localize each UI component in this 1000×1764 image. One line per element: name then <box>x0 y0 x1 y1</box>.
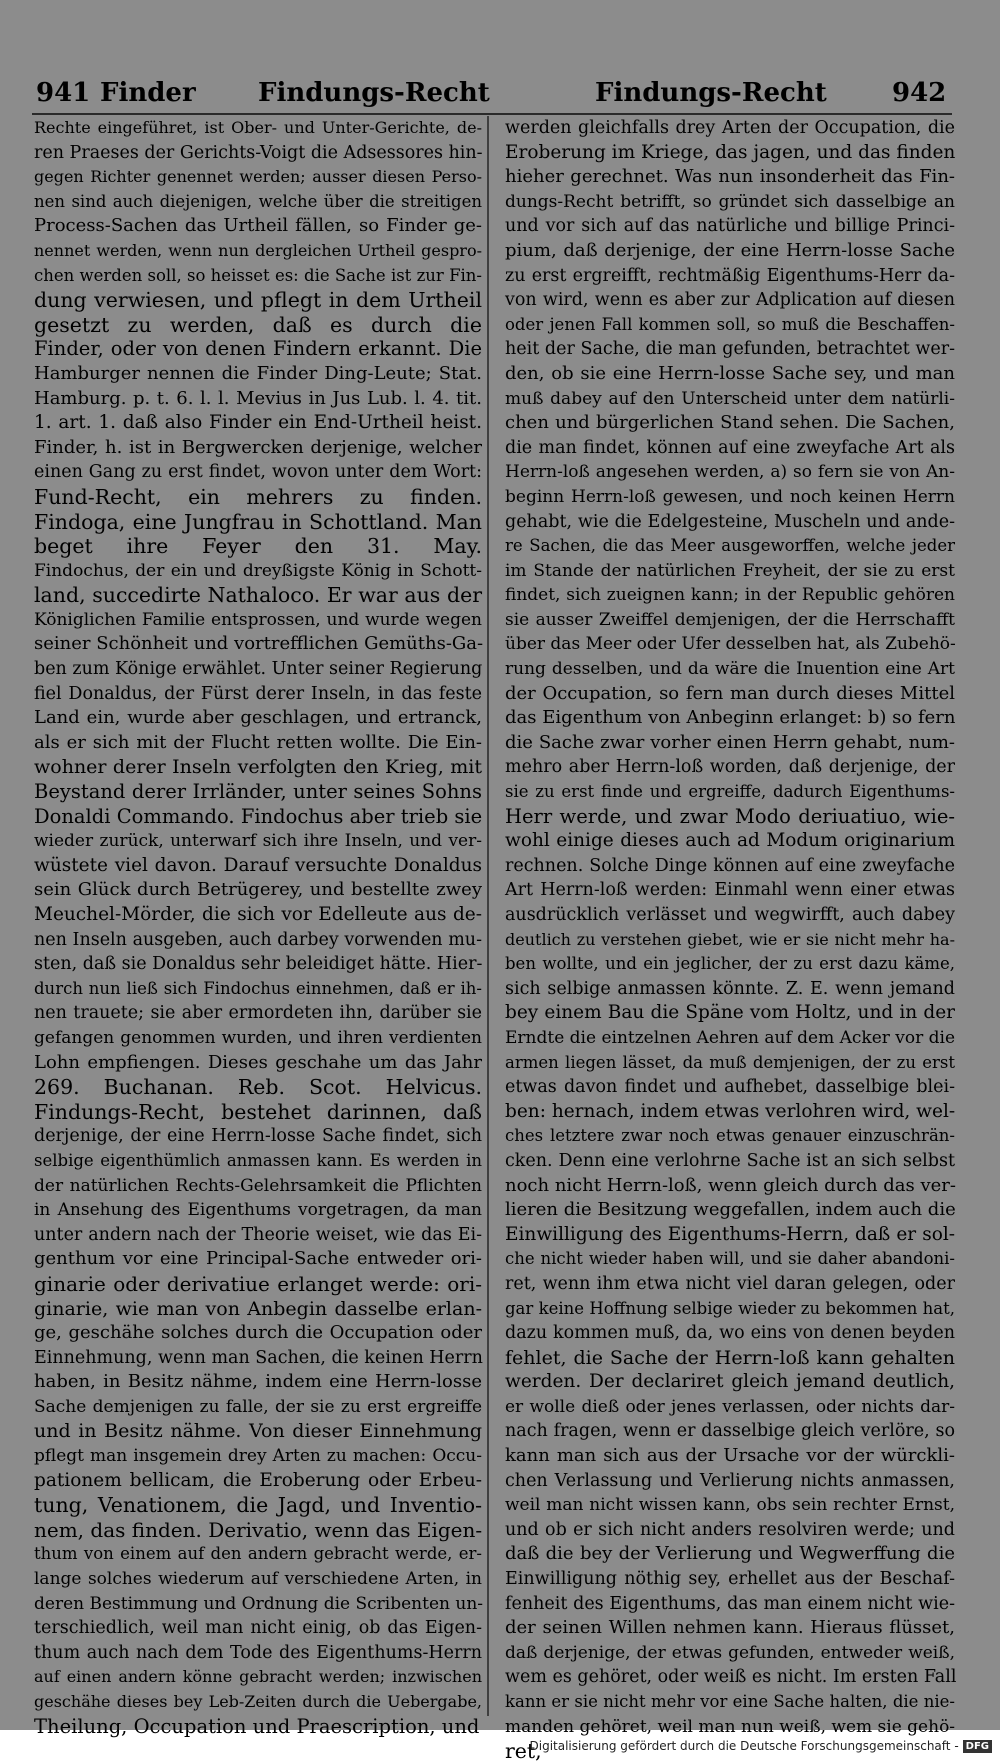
left-column <box>34 116 482 1739</box>
text-line: durch nun ließ sich Findochus einnehmen, daß er ih- <box>34 978 482 998</box>
text-line: nen sind auch diejenigen, welche über die streitigen <box>34 191 482 211</box>
text-line: noch nicht Herrn-loß, wenn gleich durch das ver- <box>505 1174 956 1196</box>
text-line: nen trauete; sie aber ermordeten ihn, darüber sie <box>34 1003 482 1024</box>
text-line: rechnen. Solche Dinge können auf eine zweyfache <box>505 855 955 876</box>
text-line: nach fragen, wenn er dasselbige gleich verlöre, so <box>505 1421 955 1442</box>
text-line: ben wollte, und ein jeglicher, der zu erst dazu käme, <box>505 954 955 974</box>
text-line: Rechte eingeführet, ist Ober- und Unter-Gerichte, de- <box>34 118 482 137</box>
text-line: Einwilligung nöthig sey, erhellet aus der Beschaf- <box>505 1569 955 1590</box>
text-line: Findungs-Recht, bestehet darinnen, daß <box>34 1099 482 1124</box>
text-line: einen Gang zu erst findet, wovon unter dem Wort: <box>34 462 482 483</box>
text-line: über das Meer oder Ufer desselben hat, als Zubehö- <box>505 634 956 655</box>
text-line: pationem bellicam, die Eroberung oder Erbeu- <box>34 1469 482 1491</box>
text-line: 1. art. 1. daß also Finder ein End-Urtheil heist. <box>34 412 482 434</box>
text-line: Land ein, wurde aber geschlagen, und ertranck, <box>34 707 482 729</box>
text-line: hieher gerechnet. Was nun insonderheit das Fin- <box>505 166 955 188</box>
text-line: die Sache zwar vorher einen Herrn gehabt, num- <box>505 731 955 753</box>
text-line: Eroberung im Kriege, das jagen, und das finden <box>505 141 956 163</box>
text-line: Findoga, eine Jungfrau in Schottland. Man <box>34 509 482 534</box>
text-line: che nicht wieder haben will, und sie daher abandoni- <box>505 1249 955 1269</box>
text-line: gefangen genommen wurden, und ihren verdienten <box>34 1027 482 1048</box>
header-rule <box>32 113 952 115</box>
text-line: ginarie oder derivatiue erlanget werde: ori- <box>34 1271 482 1296</box>
text-line: derjenige, der eine Herrn-losse Sache findet, sich <box>34 1126 482 1147</box>
text-line: sie zu erst finde und ergreiffe, dadurch Eigenthums- <box>505 782 955 802</box>
text-line: armen liegen lässet, da muß demjenigen, der zu erst <box>505 1052 955 1072</box>
text-line: den, ob sie eine Herrn-losse Sache sey, und man <box>505 362 955 384</box>
text-line: nennet werden, wenn nun dergleichen Urtheil gespro- <box>34 240 482 260</box>
text-line: wem es gehöret, oder weiß es nicht. Im ersten Fall <box>505 1667 957 1688</box>
text-line: werden. Der declariret gleich jemand deutlich, <box>505 1371 955 1393</box>
text-line: sein Glück durch Betrügerey, und bestellte zwey <box>34 879 482 901</box>
text-line: Art Herrn-loß werden: Einmahl wenn einer etwas <box>505 880 955 901</box>
text-line: heit der Sache, die man gefunden, betrachtet wer- <box>505 339 955 360</box>
text-line: sten, daß sie Donaldus sehr beleidiget hätte. Hier- <box>34 954 483 975</box>
text-line: von wird, wenn es aber zur Adplication auf diesen <box>505 290 955 311</box>
text-line: Erndte die eintzelnen Aehren auf dem Acker vor die <box>505 1027 956 1048</box>
text-line: die man findet, können auf eine zweyfache Art als <box>505 437 955 458</box>
running-head-center-right: Findungs-Recht <box>595 78 827 108</box>
text-line: der seinen Willen nehmen kann. Hieraus flüsset, <box>505 1617 955 1639</box>
text-line: dazu kommen muß, da, wo eins von denen beyden <box>505 1323 955 1344</box>
text-line: bey einem Bau die Späne vom Holtz, und in der <box>505 1002 955 1024</box>
text-line: chen und bürgerlichen Stand sehen. Die Sachen, <box>505 412 955 434</box>
text-line: sich selbige anmassen könnte. Z. E. wenn jemand <box>505 978 955 999</box>
text-line: sie ausser Zweiffel demjenigen, der die Herrschafft <box>505 609 955 630</box>
running-head-left: Finder <box>100 78 196 108</box>
text-line: lieren die Besitzung weggefallen, indem auch die <box>505 1199 956 1221</box>
text-line: Hamburg. p. t. 6. l. l. Mevius in Jus Lub. l. 4. tit. <box>34 387 482 409</box>
text-line: gar keine Hoffnung selbige wieder zu bekommen hat, <box>505 1298 955 1318</box>
text-line: im Stande der natürlichen Freyheit, der sie zu erst <box>505 560 955 581</box>
text-line: ausdrücklich verlässet und wegwirfft, auch dabey <box>505 905 955 925</box>
text-line: zu erst ergreifft, rechtmäßig Eigenthums-Herr da- <box>505 265 955 286</box>
text-line: ret, <box>505 1739 542 1764</box>
text-line: kann er sie nicht mehr vor eine Sache halten, die nie- <box>505 1692 955 1711</box>
text-line: beget ihre Feyer den 31. May. <box>34 534 482 559</box>
text-line: fiel Donaldus, der Fürst derer Inseln, in das feste <box>34 683 482 704</box>
text-line: chen Verlassung und Verlierung nichts anmassen, <box>505 1470 955 1491</box>
text-line: ret, wenn ihm etwa nicht viel daran gelegen, oder <box>505 1273 955 1294</box>
text-line: haben, in Besitz nähme, indem eine Herrn-losse <box>34 1371 482 1393</box>
text-line: terschiedlich, weil man nicht einig, ob das Eigen- <box>34 1618 482 1639</box>
text-line: daß die bey der Verlierung und Wegwerffung die <box>505 1543 955 1565</box>
text-line: beginn Herrn-loß gewesen, und noch keinen Herrn <box>505 486 955 507</box>
text-line: ben zum Könige erwählet. Unter seiner Regierung <box>34 659 483 680</box>
text-line: pflegt man insgemein drey Arten zu machen: Occu- <box>34 1446 482 1467</box>
text-line: Finder, h. ist in Bergwercken derjenige, welcher <box>34 436 482 458</box>
text-line: weil man nicht wissen kann, obs sein rechter Ernst, <box>505 1495 955 1516</box>
text-line: auf einen andern könne gebracht werden; inzwischen <box>34 1667 482 1687</box>
text-line: Herr werde, und zwar Modo deriuatiuo, wie- <box>505 804 955 828</box>
text-line: dungs-Recht betrifft, so gründet sich dasselbige an <box>505 191 955 212</box>
text-line: manden gehöret, weil man nun weiß, wem sie gehö- <box>505 1716 956 1737</box>
text-line: lange solches wiederum auf verschiedene Arten, in <box>34 1569 482 1590</box>
text-line: und ob er sich nicht anders resolviren werde; und <box>505 1519 955 1540</box>
text-line: Theilung, Occupation und Praescription, und <box>34 1714 480 1738</box>
text-line: 269. Buchanan. Reb. Scot. Helvicus. <box>34 1075 482 1100</box>
text-line: deren Bestimmung und Ordnung die Scribenten un- <box>34 1593 484 1614</box>
text-line: Process-Sachen das Urtheil fällen, so Finder ge- <box>34 215 482 237</box>
text-line: Hamburger nennen die Finder Ding-Leute; Stat. <box>34 362 482 384</box>
text-line: ge, geschähe solches durch die Occupation oder <box>34 1322 482 1344</box>
text-line: Königlichen Familie entsprossen, und wurde wegen <box>34 609 482 630</box>
text-line: wohl einige dieses auch ad Modum originarium <box>505 830 955 852</box>
text-line: unter andern nach der Theorie weiset, wie das Ei- <box>34 1224 482 1245</box>
text-line: Einnehmung, wenn man Sachen, die keinen Herrn <box>34 1347 483 1368</box>
text-line: muß dabey auf den Unterscheid unter dem natürli- <box>505 388 955 409</box>
text-line: wohner derer Inseln verfolgten den Krieg, mit <box>34 756 482 779</box>
text-line: selbige eigenthümlich anmassen kann. Es werden in <box>34 1150 482 1170</box>
text-line: daß derjenige, der etwas gefunden, entweder weiß, <box>505 1642 955 1663</box>
text-line: deutlich zu verstehen giebet, wie er sie nicht mehr ha- <box>505 929 955 949</box>
text-line: nen Inseln ausgeben, auch darbey vorwenden mu- <box>34 929 482 950</box>
text-line: das Eigenthum von Anbeginn erlanget: b) so fern <box>505 707 956 729</box>
text-line: ben: hernach, indem etwas verlohren wird, wel- <box>505 1100 956 1122</box>
page-number-right: 942 <box>892 78 947 108</box>
text-line: gesetzt zu werden, daß es durch die <box>34 312 482 337</box>
text-line: gehabt, wie die Edelgesteine, Muscheln und ande- <box>505 511 955 532</box>
text-line: nem, das finden. Derivatio, wenn das Eigen- <box>34 1517 483 1542</box>
text-line: Fund-Recht, ein mehrers zu finden. <box>34 484 482 509</box>
text-line: thum von einem auf den andern gebracht werde, er- <box>34 1544 482 1564</box>
text-line: land, succedirte Nathaloco. Er war aus der <box>34 583 482 608</box>
text-line: findet, sich zueignen kann; in der Republic gehören <box>505 585 955 606</box>
text-line: ches letztere zwar noch etwas genauer einzuschrän- <box>505 1126 955 1146</box>
text-line: der natürlichen Rechts-Gelehrsamkeit die Pflichten <box>34 1175 482 1196</box>
text-line: fenheit des Eigenthums, das man einem nicht wie- <box>505 1593 955 1614</box>
text-line: werden gleichfalls drey Arten der Occupation, die <box>505 118 955 138</box>
text-line: Meuchel-Mörder, die sich vor Edelleute aus de- <box>34 904 482 925</box>
text-line: kann man sich aus der Ursache vor der würckli- <box>505 1445 955 1467</box>
text-line: mehro aber Herrn-loß worden, daß derjenige, der <box>505 757 955 778</box>
digitization-credit <box>530 1739 993 1753</box>
text-line: ren Praeses der Gerichts-Voigt die Adsessores hin- <box>34 142 483 163</box>
text-line: wieder zurück, unterwarf sich ihre Inseln, und ver- <box>34 831 482 852</box>
text-line: und in Besitz nähme. Von dieser Einnehmung <box>34 1420 482 1443</box>
text-line: der Occupation, so fern man durch dieses Mittel <box>505 682 955 704</box>
text-line: re Sachen, die das Meer ausgeworffen, welche jeder <box>505 536 955 556</box>
text-line: Einwilligung des Eigenthums-Herrn, daß er sol- <box>505 1223 955 1245</box>
text-line: rung desselben, und da wäre die Inuention eine Art <box>505 659 955 680</box>
text-line: Herrn-loß angesehen werden, a) so fern sie von An- <box>505 462 955 483</box>
right-column <box>505 116 955 1764</box>
text-line: und vor sich auf das natürliche und billige Princi- <box>505 216 955 237</box>
text-line: geschähe dieses bey Leb-Zeiten durch die Uebergabe, <box>34 1692 482 1711</box>
text-line: pium, daß derjenige, der eine Herrn-losse Sache <box>505 239 955 261</box>
text-line: Finder, oder von denen Findern erkannt. Die <box>34 337 482 361</box>
text-line: cken. Denn eine verlohrne Sache ist an sich selbst <box>505 1150 955 1171</box>
text-line: ginarie, wie man von Anbegin dasselbe erlan- <box>34 1297 482 1320</box>
text-line: gegen Richter genennet werden; ausser diesen Perso- <box>34 167 482 187</box>
text-line: dung verwiesen, und pflegt in dem Urtheil <box>34 288 482 313</box>
text-line: oder jenen Fall kommen soll, so muß die Beschaffen- <box>505 314 955 334</box>
text-line: seiner Schönheit und vortrefflichen Gemüths-Ga- <box>34 633 484 655</box>
text-line: tung, Venationem, die Jagd, und Inventio- <box>34 1493 482 1518</box>
text-line: in Ansehung des Eigenthums vorgetragen, da man <box>34 1200 482 1221</box>
text-line: chen werden soll, so heisset es: die Sache ist zur Fin- <box>34 265 482 285</box>
text-line: Donaldi Commando. Findochus aber trieb sie <box>34 804 483 828</box>
text-line: Findochus, der ein und dreyßigste König in Schott- <box>34 560 482 581</box>
text-line: Lohn empfiengen. Dieses geschahe um das Jahr <box>34 1051 482 1073</box>
running-head-center-left: Findungs-Recht <box>258 78 490 108</box>
text-line: genthum vor eine Principal-Sache entweder ori- <box>34 1248 482 1270</box>
text-line: fehlet, die Sache der Herrn-loß kann gehalten <box>505 1346 955 1369</box>
text-line: als er sich mit der Flucht retten wollte. Die Ein- <box>34 731 482 753</box>
dfg-logo: DFG <box>963 1740 992 1753</box>
credit-text: Digitalisierung gefördert durch die Deutsche Forschungsgemeinschaft - <box>529 1739 959 1753</box>
text-line: Beystand derer Irrländer, unter seines Sohns <box>34 780 482 804</box>
column-divider <box>487 116 489 1716</box>
text-line: thum auch nach dem Tode des Eigenthums-Herrn <box>34 1642 482 1663</box>
text-line: etwas davon findet und aufhebet, dasselbige blei- <box>505 1077 955 1098</box>
text-line: er wolle dieß oder jenes verlassen, oder nichts dar- <box>505 1396 955 1417</box>
page-number-left: 941 <box>36 78 91 108</box>
text-line: wüstete viel davon. Darauf versuchte Donaldus <box>34 854 482 876</box>
text-line: Sache demjenigen zu falle, der sie zu erst ergreiffe <box>34 1396 482 1417</box>
